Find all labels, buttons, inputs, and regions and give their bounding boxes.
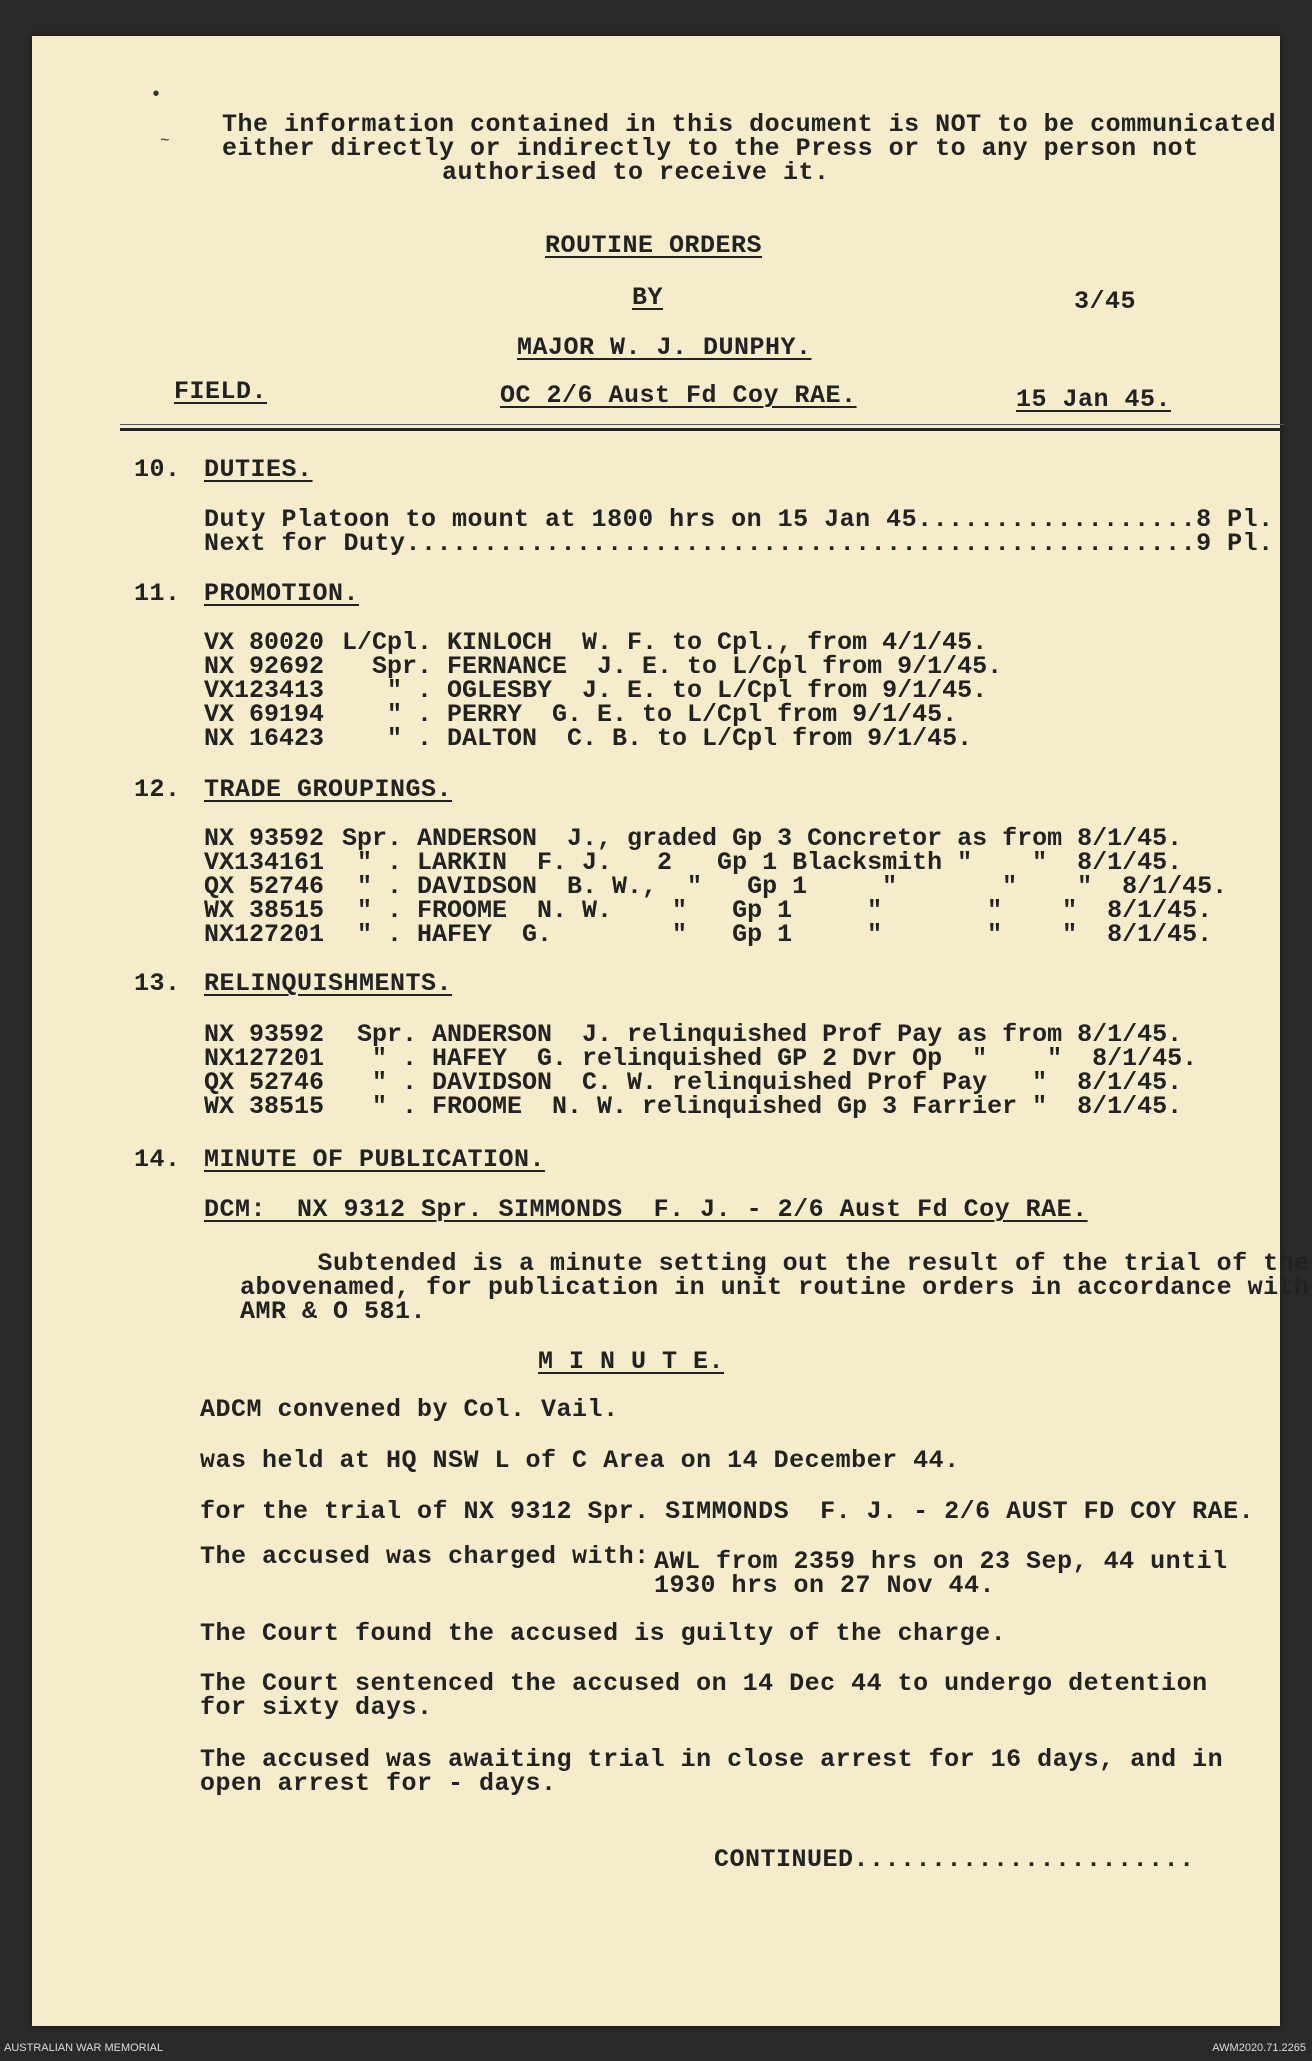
entry-text: Spr. FERNANCE J. E. to L/Cpl from 9/1/45. xyxy=(342,652,1003,681)
unit-label: OC 2/6 Aust Fd Coy RAE. xyxy=(500,381,857,410)
dcm-line: DCM: NX 9312 Spr. SIMMONDS F. J. - 2/6 Aust Fd Coy RAE. xyxy=(204,1195,1088,1224)
minute-line: The accused was charged with: xyxy=(200,1542,650,1571)
minute-line: open arrest for - days. xyxy=(200,1769,557,1798)
duty-line: Next for Duty...................................................9 Pl. xyxy=(204,529,1274,558)
section-number: 13. xyxy=(134,969,181,998)
service-number: VX 69194 xyxy=(204,700,325,729)
by-label: BY xyxy=(632,283,664,312)
entry-text: Spr. ANDERSON J. relinquished Prof Pay as from 8/1/45. xyxy=(342,1020,1183,1049)
service-number: QX 52746 xyxy=(204,872,325,901)
service-number: NX127201 xyxy=(204,920,325,949)
continued-label: CONTINUED...................... xyxy=(714,1845,1195,1874)
section-heading-duties: DUTIES. xyxy=(204,455,313,484)
ink-mark: ~ xyxy=(160,132,170,150)
service-number: NX 93592 xyxy=(204,1020,325,1049)
notice-line-1: The information contained in this document is NOT to be communicated xyxy=(222,110,1277,139)
footer-reference: AWM2020.71.2265 xyxy=(1212,2042,1306,2054)
order-number: 3/45 xyxy=(1074,287,1137,316)
ink-mark: • xyxy=(150,84,163,107)
minute-line: for the trial of NX 9312 Spr. SIMMONDS F. J. - 2/6 AUST FD COY RAE. xyxy=(200,1497,1255,1526)
minute-title: M I N U T E. xyxy=(538,1347,725,1376)
location-label: FIELD. xyxy=(174,377,268,406)
service-number: NX 16423 xyxy=(204,724,325,753)
minute-line: for sixty days. xyxy=(200,1693,433,1722)
section-heading-minute: MINUTE OF PUBLICATION. xyxy=(204,1145,546,1174)
service-number: NX 92692 xyxy=(204,652,325,681)
service-number: VX134161 xyxy=(204,848,325,877)
section-number: 14. xyxy=(134,1145,181,1174)
notice-line-2: either directly or indirectly to the Press or to any person not xyxy=(222,134,1199,163)
order-date: 15 Jan 45. xyxy=(1016,385,1172,414)
minute-line: 1930 hrs on 27 Nov 44. xyxy=(654,1571,996,1600)
section-number: 11. xyxy=(134,579,181,608)
minute-line: The Court found the accused is guilty of the charge. xyxy=(200,1619,1007,1648)
service-number: VX 80020 xyxy=(204,628,325,657)
duty-line: Duty Platoon to mount at 1800 hrs on 15 Jan 45..................8 Pl. xyxy=(204,505,1274,534)
document-title: ROUTINE ORDERS xyxy=(545,231,763,260)
entry-text: " . DAVIDSON B. W., " Gp 1 " " " 8/1/45. xyxy=(342,872,1228,901)
minute-line: was held at HQ NSW L of C Area on 14 December 44. xyxy=(200,1446,960,1475)
entry-text: " . HAFEY G. " Gp 1 " " " 8/1/45. xyxy=(342,920,1213,949)
entry-text: " . PERRY G. E. to L/Cpl from 9/1/45. xyxy=(342,700,958,729)
service-number: VX123413 xyxy=(204,676,325,705)
entry-text: " . DALTON C. B. to L/Cpl from 9/1/45. xyxy=(342,724,973,753)
minute-paragraph: Subtended is a minute setting out the result of the trial of the xyxy=(240,1249,1310,1278)
section-heading-trade: TRADE GROUPINGS. xyxy=(204,775,453,804)
entry-text: L/Cpl. KINLOCH W. F. to Cpl., from 4/1/45. xyxy=(342,628,988,657)
section-number: 10. xyxy=(134,455,181,484)
entry-text: " . OGLESBY J. E. to L/Cpl from 9/1/45. xyxy=(342,676,988,705)
minute-paragraph: AMR & O 581. xyxy=(240,1297,427,1326)
entry-text: " . LARKIN F. J. 2 Gp 1 Blacksmith " " 8/1/45. xyxy=(342,848,1183,877)
section-heading-relinquishments: RELINQUISHMENTS. xyxy=(204,969,453,998)
footer-source: AUSTRALIAN WAR MEMORIAL xyxy=(4,2042,164,2054)
section-heading-promotion: PROMOTION. xyxy=(204,579,360,608)
minute-line: AWL from 2359 hrs on 23 Sep, 44 until xyxy=(654,1547,1228,1576)
minute-line: ADCM convened by Col. Vail. xyxy=(200,1395,619,1424)
minute-line: The accused was awaiting trial in close arrest for 16 days, and in xyxy=(200,1745,1224,1774)
entry-text: Spr. ANDERSON J., graded Gp 3 Concretor as from 8/1/45. xyxy=(342,824,1183,853)
entry-text: " . FROOME N. W. relinquished Gp 3 Farrier " 8/1/45. xyxy=(342,1092,1183,1121)
service-number: WX 38515 xyxy=(204,1092,325,1121)
notice-line-3: authorised to receive it. xyxy=(442,158,830,187)
entry-text: " . HAFEY G. relinquished GP 2 Dvr Op " " 8/1/45. xyxy=(342,1044,1198,1073)
service-number: NX127201 xyxy=(204,1044,325,1073)
service-number: QX 52746 xyxy=(204,1068,325,1097)
service-number: NX 93592 xyxy=(204,824,325,853)
minute-line: The Court sentenced the accused on 14 Dec 44 to undergo detention xyxy=(200,1669,1208,1698)
officer-name: MAJOR W. J. DUNPHY. xyxy=(517,333,812,362)
entry-text: " . DAVIDSON C. W. relinquished Prof Pay " 8/1/45. xyxy=(342,1068,1183,1097)
section-number: 12. xyxy=(134,775,181,804)
minute-paragraph: abovenamed, for publication in unit routine orders in accordance with xyxy=(240,1273,1310,1302)
header-divider-thin xyxy=(120,424,1284,425)
entry-text: " . FROOME N. W. " Gp 1 " " " 8/1/45. xyxy=(342,896,1213,925)
service-number: WX 38515 xyxy=(204,896,325,925)
header-divider xyxy=(120,428,1284,431)
